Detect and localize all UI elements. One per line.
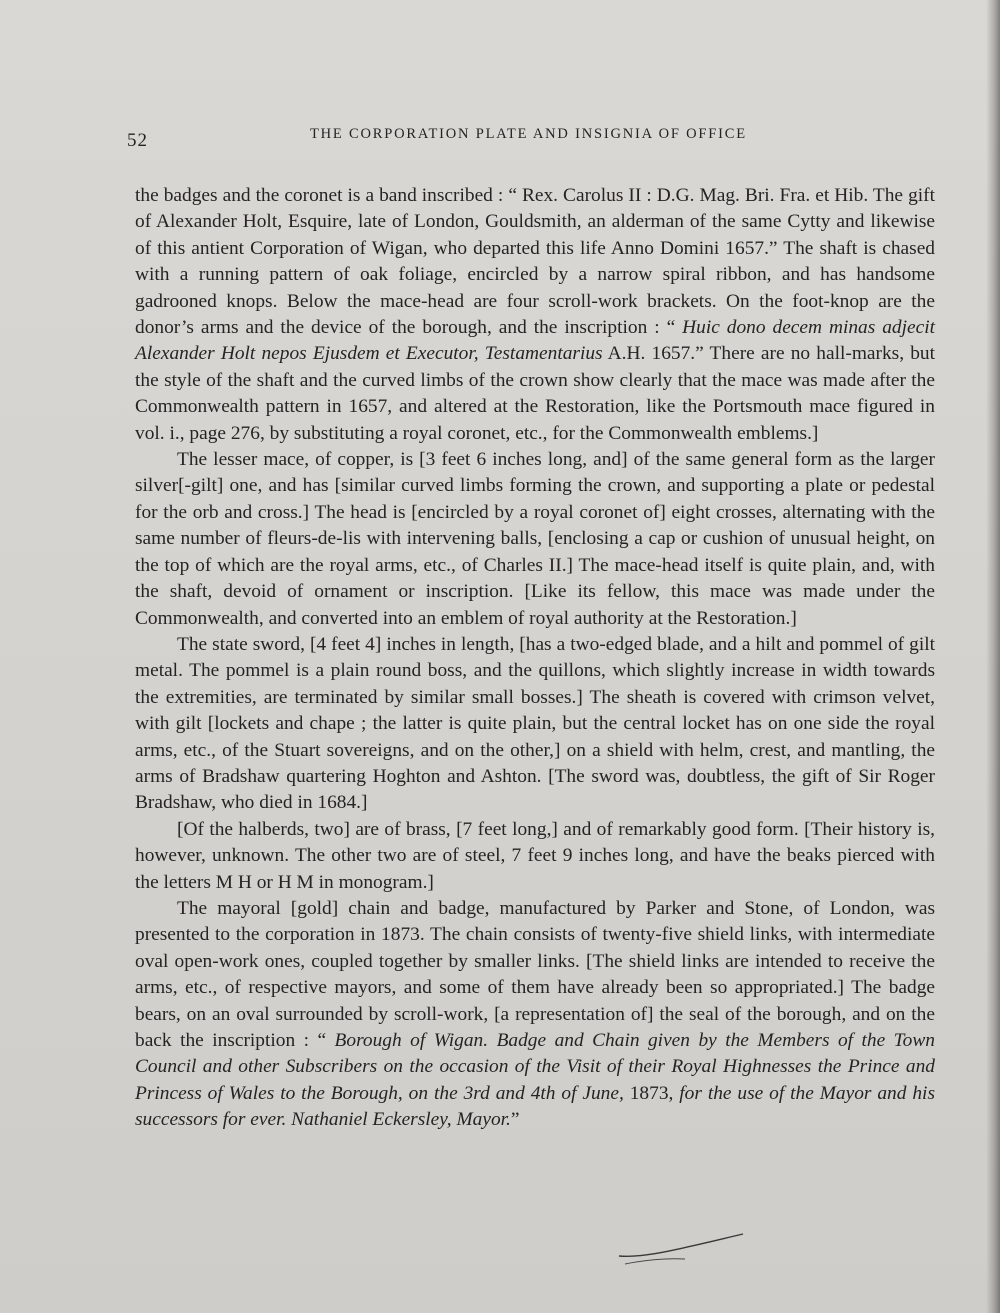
text-segment: The mayoral [gold] chain and badge, manufactured by Parker and Stone, of London, was presented to the corporation in 1873. The chain consists of twenty-five shield links, with intermediate oval open-work ones, coupled together by smaller links. [The shield links are intended to receive the arms, etc., of respective mayors, and some of them have already been so appropriated.] The badge bears, on an oval surrounded by scroll-work, [a representation of] the seal of the borough, and on the back the inscription : “ <box>135 897 935 1051</box>
text-segment: ” <box>510 1109 520 1131</box>
body-paragraph <box>135 632 935 817</box>
text-segment: The lesser mace, of copper, is [3 feet 6 inches long, and] of the same general form as the larger silver[-gilt] one, and has [similar curved limbs forming the crown, and supporting a plate or pedestal for the orb and cross.] The head is [encircled by a royal coronet of] eight crosses, alternating with the same number of fleurs-de-lis with intervening balls, [enclosing a cap or cushion of unusual height, on the top of which are the royal arms, etc., of Charles II.] The mace-head itself is quite plain, and, with the shaft, devoid of ornament or inscription. [Like its fellow, this mace was made under the Commonwealth, and converted into an emblem of royal authority at the Restoration.] <box>135 449 935 629</box>
body-paragraph <box>135 447 935 632</box>
flourish-underline <box>625 1259 685 1264</box>
header-title: THE CORPORATION PLATE AND INSIGNIA OF OFFICE <box>310 126 747 142</box>
text-segment: A.H. 1657.” There are no hall-marks, but the style of the shaft and the curved limbs of the crown show clearly that the mace was made after the Commonwealth pattern in 1657, and altered at the Restoration, like the Portsmouth mace figured in vol. i., page 276, by substituting a royal coronet, etc., for the Commonwealth emblems.] <box>135 343 935 444</box>
text-segment: the badges and the coronet is a band inscribed : “ Rex. Carolus II : D.G. Mag. Bri. Fra. et Hib. The gift of Alexander Holt, Esquire, late of London, Gouldsmith, an alderman of the same Cytty and likewise of this antient Corporation of Wigan, who departed this life Anno Domini 1657.” The shaft is chased with a running pattern of oak foliage, encircled by a narrow spiral ribbon, and has handsome gadrooned knops. Below the mace-head are four scroll-work brackets. On the foot-knop are the donor’s arms and the device of the borough, and the inscription : “ <box>135 185 935 339</box>
running-head <box>127 126 947 156</box>
ink-flourish-mark <box>615 1228 745 1268</box>
body-paragraph <box>135 183 935 447</box>
italic-text-segment: Borough of Wigan. Badge and Chain given by the Members of the Town Council and other Subscribers on the occasion of the Visit of their Royal Highnesses the Prince and Princess of Wales to the Borough, on the 3rd and 4th of June, <box>135 1030 935 1104</box>
text-segment: [Of the halberds, two] are of brass, [7 feet long,] and of remarkably good form. [Their history is, however, unknown. The other two are of steel, 7 feet 9 inches long, and have the beaks pierced with the letters M H or H M in monogram.] <box>135 818 935 893</box>
text-segment: 1873, <box>623 1082 680 1104</box>
body-paragraph <box>135 817 935 896</box>
italic-text-segment: for the use of the Mayor and his successors for ever. Nathaniel Eckersley, Mayor. <box>135 1082 935 1131</box>
italic-text-segment: Huic dono decem minas adjecit Alexander Holt nepos Ejusdem et Executor, Testamentarius <box>135 317 935 365</box>
text-segment: The state sword, [4 feet 4] inches in length, [has a two-edged blade, and a hilt and pommel of gilt metal. The pommel is a plain round boss, and the quillons, which slightly increase in width towards the extremities, are terminated by similar small bosses.] The sheath is covered with crimson velvet, with gilt [lockets and chape ; the latter is quite plain, but the central locket has on one side the royal arms, etc., of the Stuart sovereigns, and on the other,] on a shield with helm, crest, and mantling, the arms of Bradshaw quartering Hoghton and Ashton. [The sword was, doubtless, the gift of Sir Roger Bradshaw, who died in 1684.] <box>135 633 935 814</box>
body-text <box>135 183 935 1134</box>
page-number: 52 <box>127 130 148 151</box>
flourish-stroke <box>619 1234 743 1256</box>
body-paragraph <box>135 896 935 1134</box>
